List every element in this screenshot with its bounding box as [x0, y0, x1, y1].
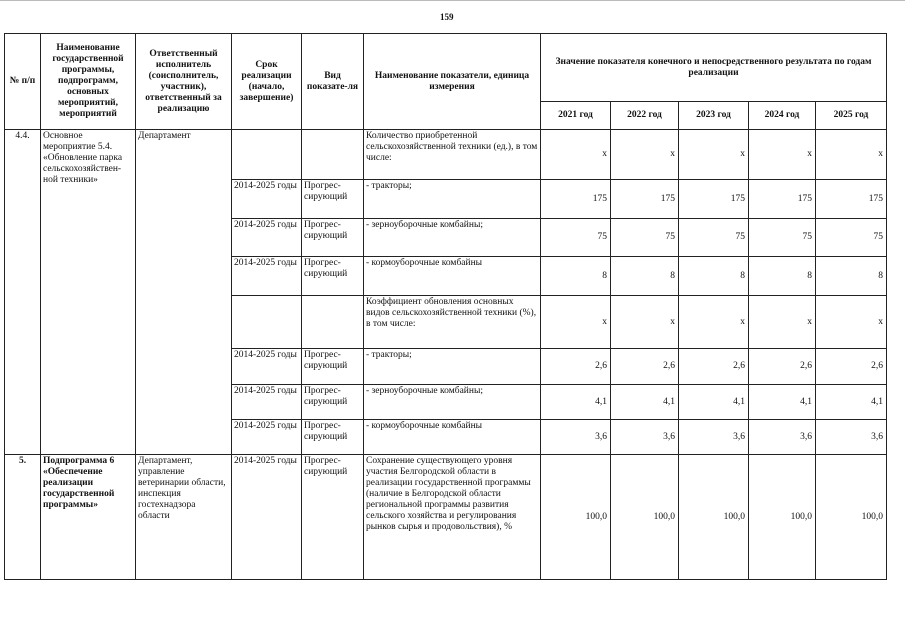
- value-cell: 100,0: [541, 455, 611, 580]
- indicator-cell: Коэффициент обновления основных видов сельскохозяйственной техники (%), в том числе:: [364, 296, 541, 349]
- type-cell: [302, 296, 364, 349]
- header-num: № п/п: [5, 34, 41, 130]
- header-name: Наименование государственной программы, подпрограмм, основных мероприятий, мероприятий: [41, 34, 136, 130]
- indicator-cell: - тракторы;: [364, 349, 541, 385]
- value-cell: 100,0: [611, 455, 679, 580]
- row-number: 5.: [5, 455, 41, 580]
- executor: Департамент: [136, 130, 232, 455]
- value-cell: 3,6: [541, 420, 611, 455]
- value-cell: 3,6: [816, 420, 887, 455]
- value-cell: 8: [611, 257, 679, 296]
- type-cell: Прогрес-сирующий: [302, 420, 364, 455]
- value-cell: 4,1: [816, 385, 887, 420]
- value-cell: 175: [749, 180, 816, 219]
- indicator-cell: Сохранение существующего уровня участия Белгородской области в реализации государственной программы (наличие в Белгородской области региональной программы развития сельского хозяйства и регулирования рынков сырья и продовольствия), %: [364, 455, 541, 580]
- type-cell: Прогрес-сирующий: [302, 349, 364, 385]
- value-cell: x: [816, 130, 887, 180]
- value-cell: x: [749, 130, 816, 180]
- activity-name: Основное мероприятие 5.4. «Обновление парка сельскохозяйствен-ной техники»: [41, 130, 136, 455]
- value-cell: 75: [749, 219, 816, 257]
- value-cell: 3,6: [679, 420, 749, 455]
- value-cell: 8: [749, 257, 816, 296]
- value-cell: x: [679, 130, 749, 180]
- header-year: 2023 год: [679, 102, 749, 130]
- top-rule: [0, 0, 905, 1]
- row-number: 4.4.: [5, 130, 41, 455]
- period-cell: 2014-2025 годы: [232, 180, 302, 219]
- value-cell: 75: [679, 219, 749, 257]
- value-cell: 2,6: [611, 349, 679, 385]
- value-cell: 75: [541, 219, 611, 257]
- value-cell: x: [541, 130, 611, 180]
- table-row: [5, 130, 887, 180]
- header-type: Вид показате-ля: [302, 34, 364, 130]
- executor: Департамент, управление ветеринарии области, инспекция гостехнадзора области: [136, 455, 232, 580]
- value-cell: 8: [816, 257, 887, 296]
- subprogram-name: Подпрограмма 6 «Обеспечение реализации государственной программы»: [41, 455, 136, 580]
- type-cell: Прогрес-сирующий: [302, 180, 364, 219]
- indicator-cell: - кормоуборочные комбайны: [364, 420, 541, 455]
- value-cell: x: [611, 130, 679, 180]
- indicator-cell: - кормоуборочные комбайны: [364, 257, 541, 296]
- indicator-cell: - зерноуборочные комбайны;: [364, 385, 541, 420]
- indicator-cell: - зерноуборочные комбайны;: [364, 219, 541, 257]
- page-number: 159: [440, 12, 454, 22]
- header-period: Срок реализации (начало, завершение): [232, 34, 302, 130]
- value-cell: 100,0: [816, 455, 887, 580]
- value-cell: 3,6: [749, 420, 816, 455]
- value-cell: 75: [816, 219, 887, 257]
- header-indicator: Наименование показатели, единица измерения: [364, 34, 541, 130]
- period-cell: 2014-2025 годы: [232, 349, 302, 385]
- value-cell: 75: [611, 219, 679, 257]
- value-cell: 100,0: [749, 455, 816, 580]
- value-cell: 8: [679, 257, 749, 296]
- value-cell: 175: [816, 180, 887, 219]
- value-cell: 175: [611, 180, 679, 219]
- value-cell: 2,6: [816, 349, 887, 385]
- type-cell: Прогрес-сирующий: [302, 219, 364, 257]
- type-cell: Прогрес-сирующий: [302, 385, 364, 420]
- value-cell: 2,6: [679, 349, 749, 385]
- header-executor: Ответственный исполнитель (соисполнитель, участник), ответственный за реализацию: [136, 34, 232, 130]
- table-row: [5, 455, 887, 580]
- value-cell: 100,0: [679, 455, 749, 580]
- value-cell: x: [679, 296, 749, 349]
- value-cell: 8: [541, 257, 611, 296]
- period-cell: 2014-2025 годы: [232, 219, 302, 257]
- indicator-cell: - тракторы;: [364, 180, 541, 219]
- value-cell: 4,1: [611, 385, 679, 420]
- type-cell: Прогрес-сирующий: [302, 455, 364, 580]
- header-row-top: [5, 34, 887, 102]
- value-cell: x: [749, 296, 816, 349]
- value-cell: 2,6: [749, 349, 816, 385]
- period-cell: 2014-2025 годы: [232, 257, 302, 296]
- period-cell: [232, 130, 302, 180]
- value-cell: 175: [679, 180, 749, 219]
- type-cell: [302, 130, 364, 180]
- value-cell: 3,6: [611, 420, 679, 455]
- header-year: 2022 год: [611, 102, 679, 130]
- indicator-cell: Количество приобретенной сельскохозяйственной техники (ед.), в том числе:: [364, 130, 541, 180]
- header-year: 2021 год: [541, 102, 611, 130]
- header-year: 2024 год: [749, 102, 816, 130]
- header-values-group: Значение показателя конечного и непосредственного результата по годам реализации: [541, 34, 887, 102]
- value-cell: x: [611, 296, 679, 349]
- value-cell: 4,1: [679, 385, 749, 420]
- value-cell: 175: [541, 180, 611, 219]
- period-cell: 2014-2025 годы: [232, 455, 302, 580]
- period-cell: 2014-2025 годы: [232, 385, 302, 420]
- period-cell: 2014-2025 годы: [232, 420, 302, 455]
- period-cell: [232, 296, 302, 349]
- header-year: 2025 год: [816, 102, 887, 130]
- value-cell: 4,1: [541, 385, 611, 420]
- value-cell: 4,1: [749, 385, 816, 420]
- value-cell: 2,6: [541, 349, 611, 385]
- value-cell: x: [816, 296, 887, 349]
- value-cell: x: [541, 296, 611, 349]
- type-cell: Прогрес-сирующий: [302, 257, 364, 296]
- indicators-table: [4, 33, 887, 580]
